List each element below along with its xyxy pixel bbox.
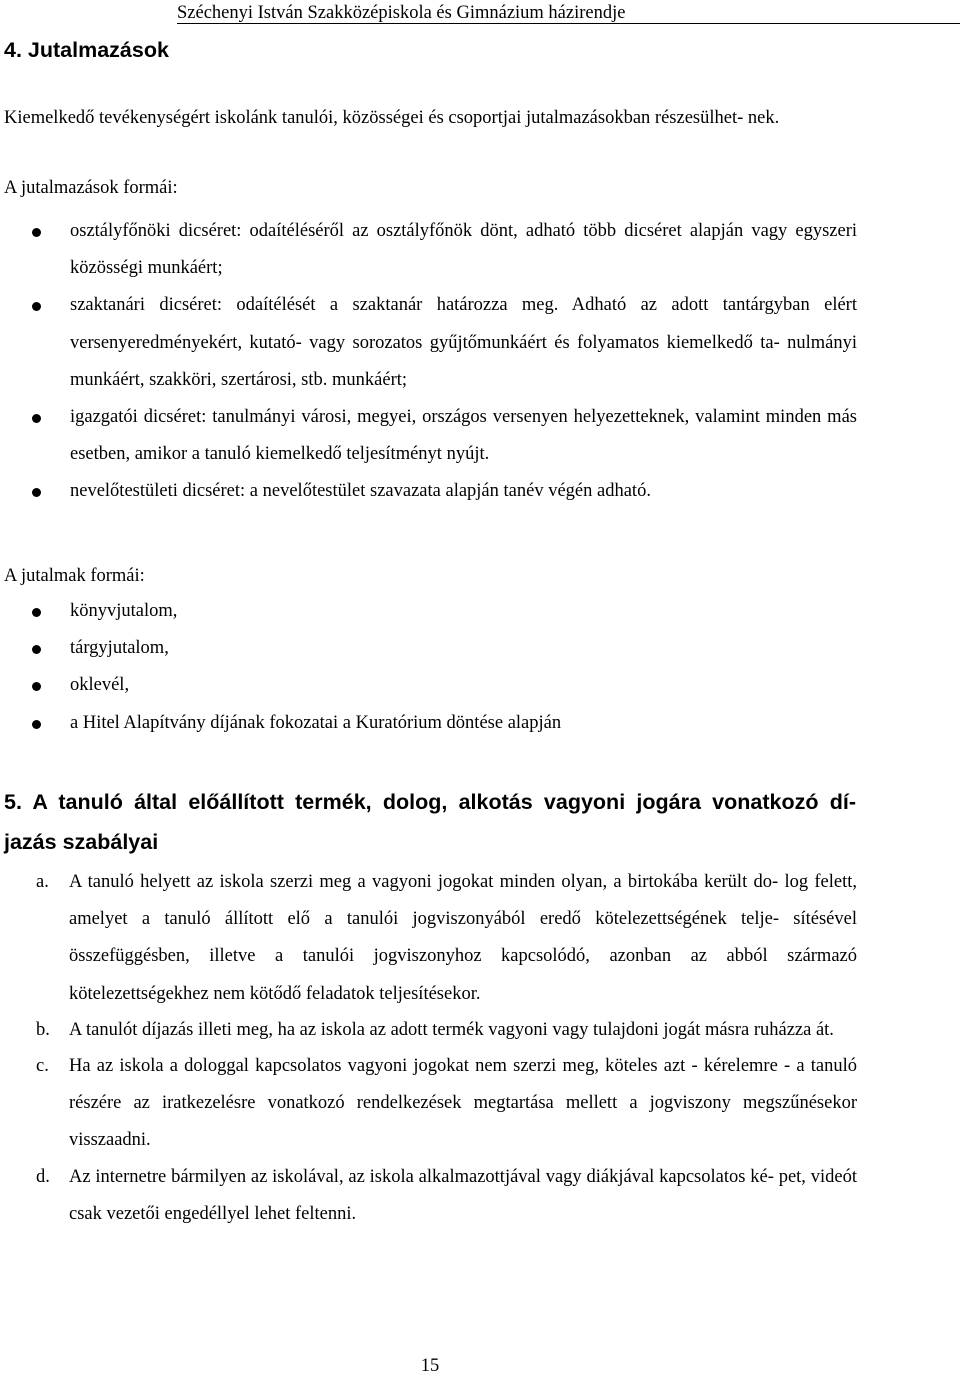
list-item-text: szaktanári dicséret: odaítélését a szaktanár határozza meg. Adható az adott tantárgyban elért versenyeredményekért, kutató- vagy sorozatos gyűjtőmunkáért és folyamatos kiemelkedő ta- nulmányi munkáért, szakköri, szertárosi, stb. munkáért; — [70, 295, 857, 390]
list-item-text: könyvjutalom, — [70, 601, 178, 621]
list-item-text: tárgyjutalom, — [70, 638, 169, 659]
list-item — [0, 864, 857, 1013]
reward-forms-label: A jutalmazások formái: — [4, 178, 178, 198]
list-item-letter: d. — [36, 1166, 50, 1187]
list-item-letter: a. — [36, 872, 49, 892]
list-item-text: A tanulót díjazás illeti meg, ha az iskola az adott termék vagyoni vagy tulajdoni jogát másra ruházza át. — [69, 1019, 834, 1040]
list-item — [0, 593, 857, 630]
list-item-text: a Hitel Alapítvány díjának fokozatai a Kuratórium döntése alapján — [70, 712, 562, 733]
list-item-letter: b. — [36, 1019, 50, 1040]
list-item-text: nevelőtestületi dicséret: a nevelőtestület szavazata alapján tanév végén adható. — [70, 481, 651, 502]
list-item — [0, 1048, 857, 1160]
list-item-text: Ha az iskola a dologgal kapcsolatos vagyoni jogokat nem szerzi meg, köteles azt - kérelemre - a tanuló részére az iratkezelésre vonatkozó rendelkezések megtartása mellett a jogviszony megszűnésekor visszaadni. — [69, 1056, 857, 1151]
list-item-text: Az internetre bármilyen az iskolával, az iskola alkalmazottjával vagy diákjával kapcsolatos ké- pet, videót csak vezetői engedéllyel lehet feltenni. — [69, 1166, 857, 1224]
list-item — [0, 667, 857, 704]
bullet-icon — [32, 645, 41, 654]
bullet-icon — [32, 228, 41, 237]
rewards-label: A jutalmak formái: — [4, 566, 145, 586]
list-item-text: oklevél, — [70, 675, 130, 696]
list-item — [0, 287, 857, 399]
page-number: 15 — [420, 1356, 440, 1376]
rewards-list — [0, 593, 857, 742]
section-4-heading: 4. Jutalmazások — [4, 38, 169, 62]
section-5-list — [0, 864, 857, 1232]
reward-forms-list — [0, 213, 857, 511]
list-item-text: A tanuló helyett az iskola szerzi meg a vagyoni jogokat minden olyan, a birtokába került do- log felett, amelyet a tanuló állított elő a tanulói jogviszonyából eredő kötelezettségének telje- sítésével összefüggésben, illetve a tanulói jogviszonyhoz kapcsolódó, azonban az abból származó kötelezettségekhez nem kötődő feladatok teljesítésekor. — [69, 872, 857, 1004]
list-item — [0, 705, 857, 742]
list-item — [0, 213, 857, 287]
bullet-icon — [32, 414, 41, 423]
section-5-heading: 5. A tanuló által előállított termék, dolog, alkotás vagyoni jogára vonatkozó dí- jazás szabályai — [4, 790, 856, 854]
list-item — [0, 630, 857, 667]
header-rule — [177, 23, 960, 24]
bullet-icon — [32, 488, 41, 497]
bullet-icon — [32, 720, 41, 729]
list-item — [0, 1159, 857, 1233]
list-item — [0, 399, 857, 473]
list-item — [0, 1012, 857, 1049]
section-4-intro: Kiemelkedő tevékenységért iskolánk tanulói, közösségei és csoportjai jutalmazásokban részesülhet- nek. — [4, 108, 780, 128]
list-item-letter: c. — [36, 1056, 49, 1077]
list-item-text: igazgatói dicséret: tanulmányi városi, megyei, országos versenyen helyezetteknek, valamint minden más esetben, amikor a tanuló kiemelkedő teljesítményt nyújt. — [70, 407, 857, 465]
list-item-text: osztályfőnöki dicséret: odaítéléséről az osztályfőnök dönt, adható több dicséret alapján vagy egyszeri közösségi munkáért; — [70, 221, 857, 279]
document-header-title: Széchenyi István Szakközépiskola és Gimnázium házirendje — [177, 3, 626, 23]
bullet-icon — [32, 302, 41, 311]
bullet-icon — [32, 682, 41, 691]
list-item — [0, 473, 857, 510]
bullet-icon — [32, 608, 41, 617]
